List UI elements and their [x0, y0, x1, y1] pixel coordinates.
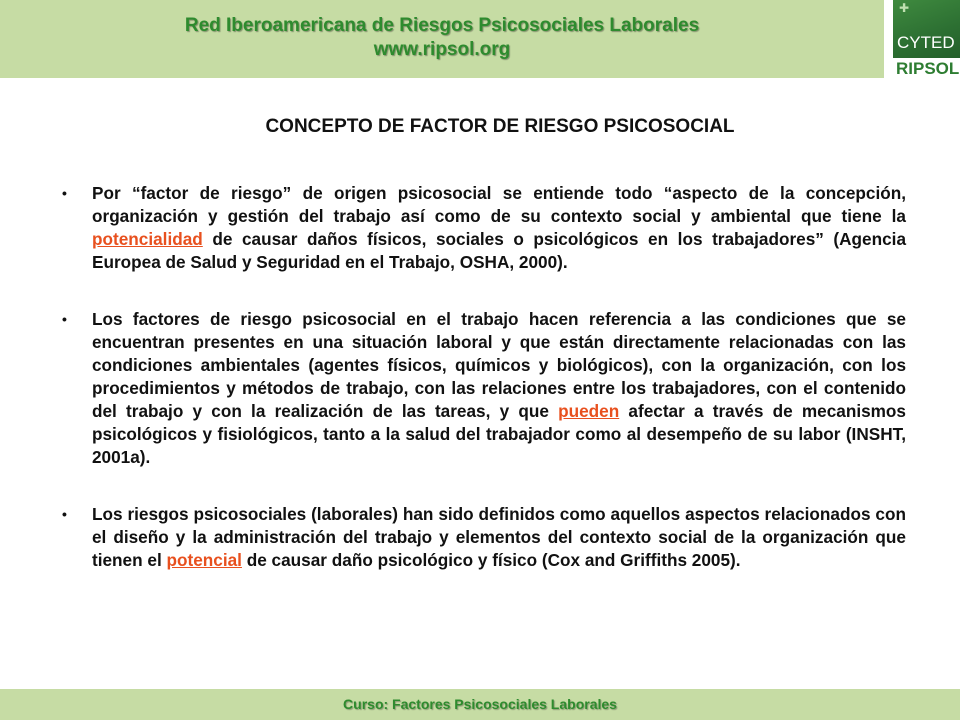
highlight-link-potencialidad[interactable]: potencialidad: [92, 229, 203, 249]
bullet-list: [62, 182, 906, 572]
ripsol-logo-text: RIPSOL: [896, 59, 960, 78]
cyted-logo-text: CYTED: [897, 33, 955, 52]
bullet-icon: •: [62, 506, 67, 522]
bullet-text-after: de causar daños físicos, sociales o psicológicos en los trabajadores” (Agencia Europea de Salud y Seguridad en el Trabajo, OSHA, 2000).: [92, 229, 906, 272]
bullet-icon: •: [62, 185, 67, 201]
cyted-logo-mark: [893, 0, 960, 58]
bullet-item: [62, 503, 906, 572]
bullet-icon: •: [62, 311, 67, 327]
plus-icon: ✚: [899, 1, 910, 15]
org-name: Red Iberoamericana de Riesgos Psicosociales Laborales: [184, 15, 700, 36]
org-url-link[interactable]: www.ripsol.org: [373, 39, 511, 60]
footer-banner: Curso: Factores Psicosociales Laborales: [0, 689, 960, 720]
bullet-text-before: Los riesgos psicosociales (laborales) han sido definidos como aquellos aspectos relacionados con el diseño y la administración del trabajo y elementos del contexto social de la organización que tienen el: [92, 504, 906, 570]
bullet-item: [62, 182, 906, 274]
highlight-link-potencial[interactable]: potencial: [166, 550, 242, 570]
header-banner: [0, 0, 884, 78]
cyted-ripsol-logo: [893, 0, 960, 80]
bullet-text-before: Por “factor de riesgo” de origen psicosocial se entiende todo “aspecto de la concepción, organización y gestión del trabajo así como de su contexto social y ambiental que tiene la: [92, 183, 906, 226]
bullet-text-before: Los factores de riesgo psicosocial en el trabajo hacen referencia a las condiciones que se encuentran presentes en una situación laboral y que están directamente relacionadas con las condiciones ambientales (agentes físicos, químicos y biológicos), con la organización, con los procedimientos y métodos de trabajo, con las relaciones entre los trabajadores, con el contenido del trabajo y con la realización de las tareas, y que: [92, 309, 906, 421]
highlight-link-pueden[interactable]: pueden: [558, 401, 620, 421]
page-title: CONCEPTO DE FACTOR DE RIESGO PSICOSOCIAL: [265, 116, 735, 137]
bullet-text-after: afectar a través de mecanismos psicológicos y fisiológicos, tanto a la salud del trabajador como al desempeño de su labor (INSHT, 2001a).: [92, 401, 906, 467]
bullet-text-after: de causar daño psicológico y físico (Cox and Griffiths 2005).: [241, 550, 741, 570]
bullet-item: [62, 308, 906, 469]
